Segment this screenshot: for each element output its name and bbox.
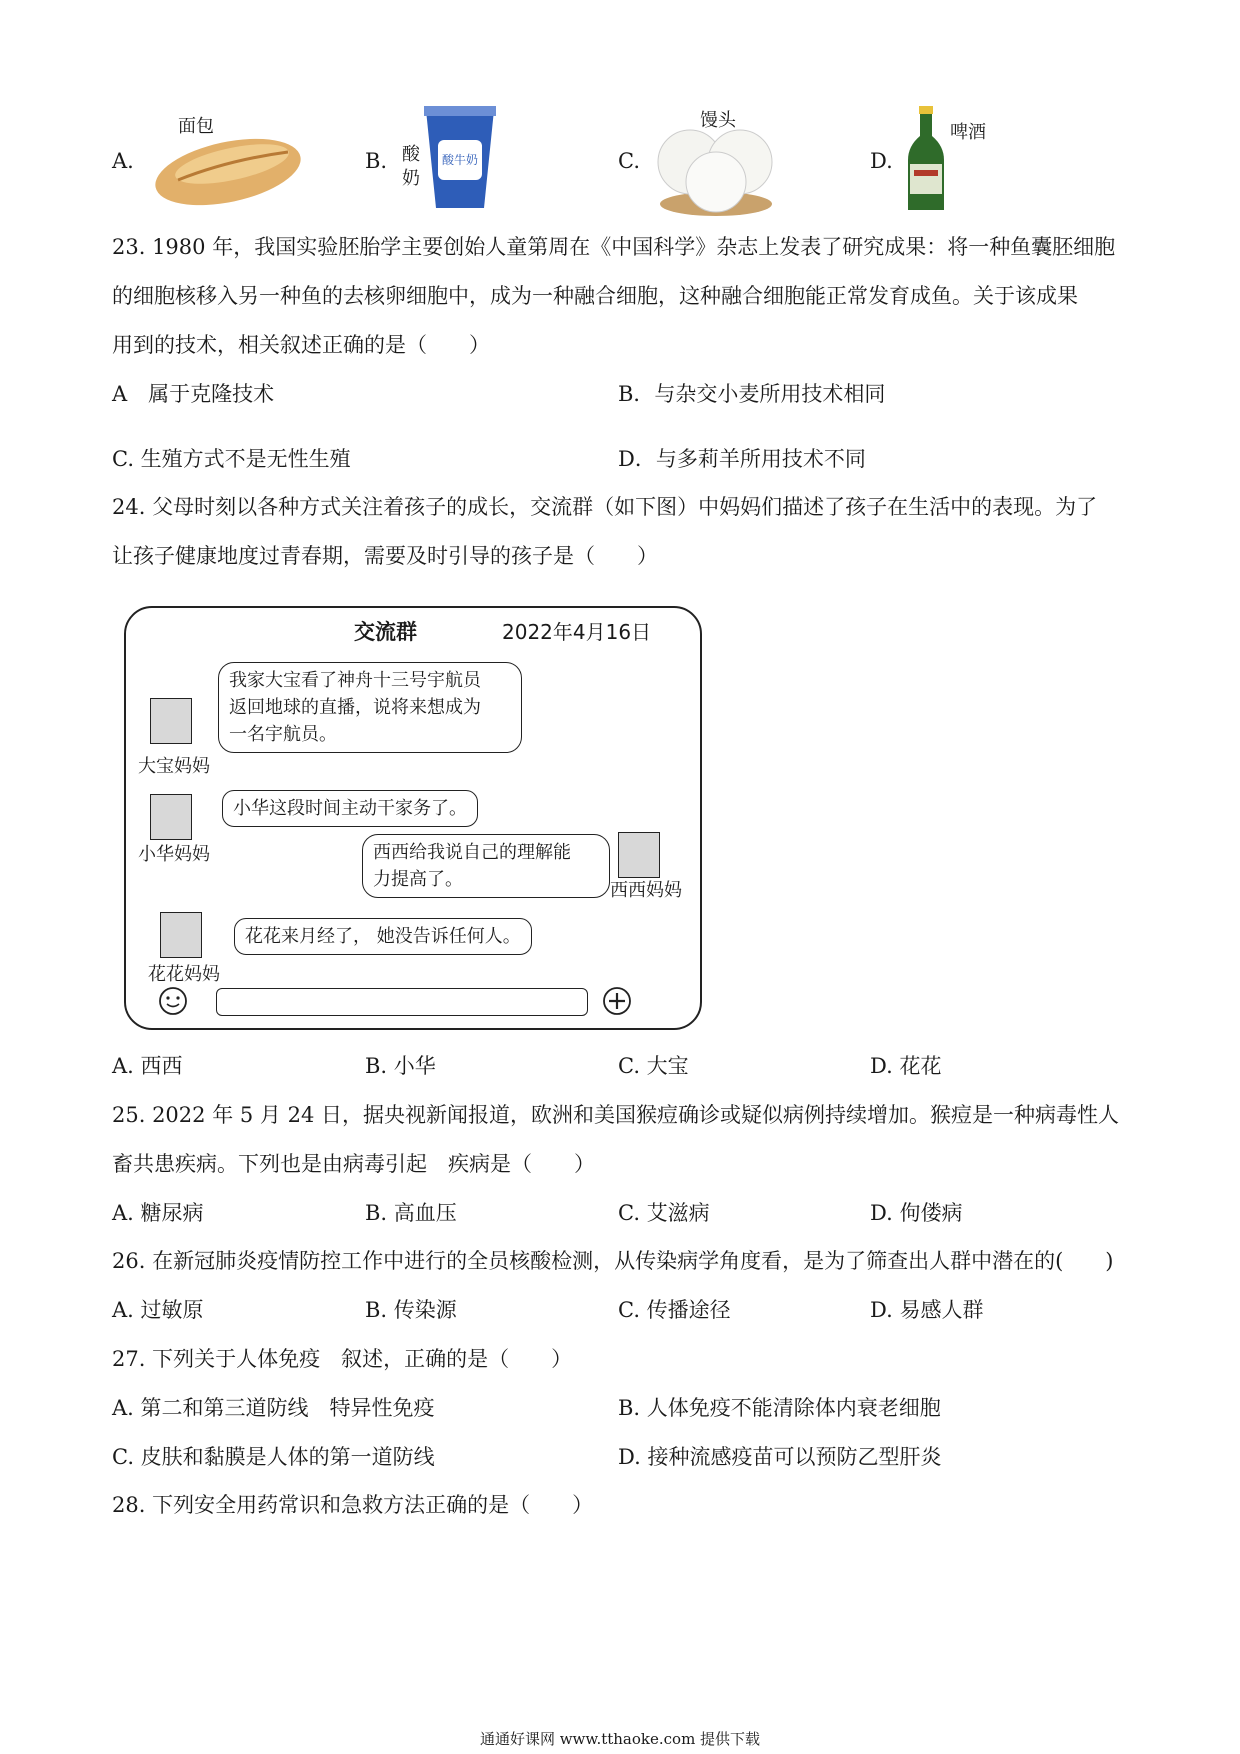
emoji-icon[interactable] bbox=[158, 986, 188, 1016]
q25-option-b: B. 高血压 bbox=[365, 1201, 457, 1225]
chat-message-2: 小华这段时间主动干家务了。 bbox=[222, 790, 478, 827]
q27-option-a: A. 第二和第三道防线 特异性免疫 bbox=[112, 1396, 435, 1420]
chat-message-1 bbox=[218, 662, 522, 753]
q24-option-c: C. 大宝 bbox=[618, 1054, 689, 1078]
q24-option-a: A. 西西 bbox=[112, 1054, 183, 1078]
option-b-letter: B. bbox=[365, 149, 388, 173]
option-a-letter: A. bbox=[112, 149, 134, 173]
sender-name-dabao-mom: 大宝妈妈 bbox=[138, 756, 210, 777]
bread-image bbox=[148, 130, 308, 210]
q27-line-1: 27. 下列关于人体免疫 叙述，正确的是（ ） bbox=[112, 1347, 573, 1371]
q23-option-a: A 属于克隆技术 bbox=[112, 382, 275, 406]
q26-option-d: D. 易感人群 bbox=[870, 1298, 984, 1322]
svg-text:酸牛奶: 酸牛奶 bbox=[441, 153, 479, 167]
q23-line-3: 用到的技术，相关叙述正确的是（ ） bbox=[112, 333, 490, 357]
q26-line-1: 26. 在新冠肺炎疫情防控工作中进行的全员核酸检测，从传染病学角度看，是为了筛查出人群中潜在的( ) bbox=[112, 1249, 1114, 1273]
q26-option-a: A. 过敏原 bbox=[112, 1298, 204, 1322]
q24-line-2: 让孩子健康地度过青春期，需要及时引导的孩子是（ ） bbox=[112, 544, 658, 568]
beer-label: 啤酒 bbox=[950, 122, 986, 143]
chat-message-3 bbox=[362, 834, 610, 898]
steamed-bun-label: 馒头 bbox=[700, 110, 736, 131]
yogurt-label-1: 酸 bbox=[402, 144, 420, 165]
beer-bottle-image bbox=[904, 106, 948, 214]
q27-option-d: D. 接种流感疫苗可以预防乙型肝炎 bbox=[618, 1445, 942, 1469]
q24-option-d: D. 花花 bbox=[870, 1054, 942, 1078]
sender-name-xiaohua-mom: 小华妈妈 bbox=[138, 844, 210, 865]
avatar bbox=[150, 698, 192, 744]
q25-option-d: D. 佝偻病 bbox=[870, 1201, 963, 1225]
q23-line-1: 23. 1980 年，我国实验胚胎学主要创始人童第周在《中国科学》杂志上发表了研究成果：将一种鱼囊胚细胞 bbox=[112, 235, 1116, 259]
sender-name-huahua-mom: 花花妈妈 bbox=[148, 964, 220, 985]
avatar bbox=[160, 912, 202, 958]
chat-group-figure bbox=[124, 606, 702, 1030]
q28-line-1: 28. 下列安全用药常识和急救方法正确的是（ ） bbox=[112, 1493, 594, 1517]
yogurt-label-2: 奶 bbox=[402, 168, 420, 189]
chat-message-1-line: 一名宇航员。 bbox=[229, 724, 337, 745]
chat-message-1-line: 返回地球的直播，说将来想成为 bbox=[229, 697, 481, 718]
q25-line-2: 畜共患疾病。下列也是由病毒引起 疾病是（ ） bbox=[112, 1152, 595, 1176]
option-c-letter: C. bbox=[618, 149, 640, 173]
q23-line-2: 的细胞核移入另一种鱼的去核卵细胞中，成为一种融合细胞，这种融合细胞能正常发育成鱼。关于该成果 bbox=[112, 284, 1078, 308]
plus-icon[interactable] bbox=[602, 986, 632, 1016]
bread-label: 面包 bbox=[178, 116, 214, 137]
q25-option-a: A. 糖尿病 bbox=[112, 1201, 204, 1225]
q26-option-b: B. 传染源 bbox=[365, 1298, 457, 1322]
q27-option-b: B. 人体免疫不能清除体内衰老细胞 bbox=[618, 1396, 941, 1420]
avatar bbox=[618, 832, 660, 878]
q25-line-1: 25. 2022 年 5 月 24 日，据央视新闻报道，欧洲和美国猴痘确诊或疑似病例持续增加。猴痘是一种病毒性人 bbox=[112, 1103, 1119, 1127]
yogurt-cup-image bbox=[420, 104, 500, 212]
chat-date: 2022年4月16日 bbox=[502, 620, 652, 644]
q24-option-b: B. 小华 bbox=[365, 1054, 436, 1078]
page-footer: 通通好课网 www.tthaoke.com 提供下载 bbox=[479, 1730, 761, 1748]
option-d-letter: D. bbox=[870, 149, 893, 173]
chat-message-3-line: 力提高了。 bbox=[373, 869, 463, 890]
q26-option-c: C. 传播途径 bbox=[618, 1298, 731, 1322]
q24-line-1: 24. 父母时刻以各种方式关注着孩子的成长，交流群（如下图）中妈妈们描述了孩子在生活中的表现。为了 bbox=[112, 495, 1098, 519]
chat-message-4: 花花来月经了， 她没告诉任何人。 bbox=[234, 918, 532, 955]
q23-option-d: D．与多莉羊所用技术不同 bbox=[618, 447, 866, 471]
message-input[interactable] bbox=[216, 988, 588, 1016]
avatar bbox=[150, 794, 192, 840]
chat-message-3-line: 西西给我说自己的理解能 bbox=[373, 842, 571, 863]
sender-name-xixi-mom: 西西妈妈 bbox=[610, 880, 682, 901]
steamed-bun-image bbox=[650, 118, 780, 218]
q23-option-c: C. 生殖方式不是无性生殖 bbox=[112, 447, 351, 471]
chat-title: 交流群 bbox=[354, 620, 417, 644]
q25-option-c: C. 艾滋病 bbox=[618, 1201, 710, 1225]
q27-option-c: C. 皮肤和黏膜是人体的第一道防线 bbox=[112, 1445, 435, 1469]
chat-message-1-line: 我家大宝看了神舟十三号宇航员 bbox=[229, 670, 481, 691]
q23-option-b: B．与杂交小麦所用技术相同 bbox=[618, 382, 886, 406]
